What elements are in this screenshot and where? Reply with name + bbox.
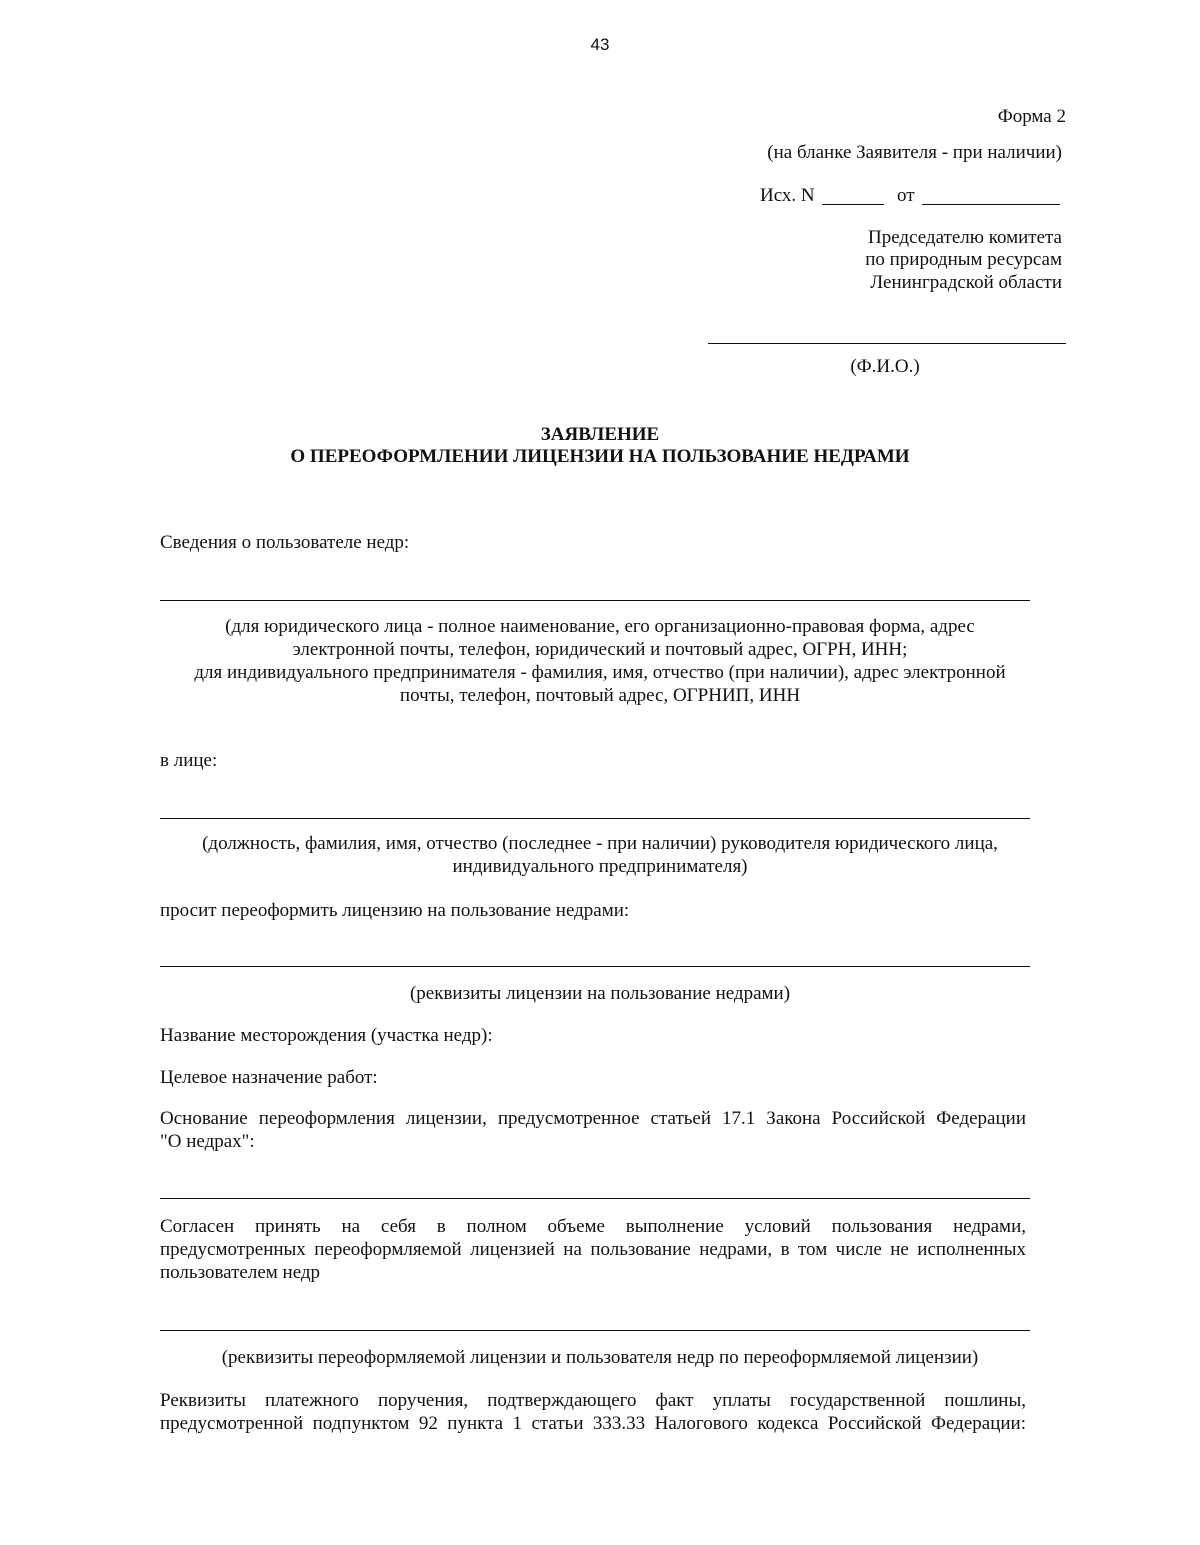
fio-caption: (Ф.И.О.) — [850, 356, 920, 377]
outgoing-number-label: Исх. N — [760, 185, 815, 206]
license-details-field — [160, 966, 1030, 967]
represented-by-label: в лице: — [160, 750, 218, 771]
subsoil-user-hint-3: для индивидуального предпринимателя - фамилия, имя, отчество (при наличии), адрес электронной — [194, 662, 1006, 683]
reissue-basis-line-2: "О недрах": — [160, 1131, 255, 1152]
addressee-line-3: Ленинградской области — [870, 272, 1062, 293]
license-details-hint: (реквизиты лицензии на пользование недрами) — [409, 983, 791, 1004]
subsoil-user-hint-2: электронной почты, телефон, юридический и почтовый адрес, ОГРН, ИНН; — [292, 639, 908, 660]
agreement-line-3: пользователем недр — [160, 1262, 321, 1283]
represented-by-hint-2: индивидуального предпринимателя) — [452, 856, 748, 877]
represented-by-field — [160, 818, 1030, 819]
reissue-basis-field — [160, 1198, 1030, 1199]
subsoil-user-hint-4: почты, телефон, почтовый адрес, ОГРНИП, ИНН — [399, 685, 801, 706]
addressee-fio-field — [708, 343, 1066, 344]
agreement-line-1: Согласен принять на себя в полном объеме выполнение условий пользования недрами, — [160, 1216, 1026, 1237]
reissued-license-field — [160, 1330, 1030, 1331]
represented-by-hint-1: (должность, фамилия, имя, отчество (последнее - при наличии) руководителя юридического лица, — [202, 833, 998, 854]
work-purpose-label: Целевое назначение работ: — [160, 1067, 378, 1088]
document-subtitle: О ПЕРЕОФОРМЛЕНИИ ЛИЦЕНЗИИ НА ПОЛЬЗОВАНИЕ НЕДРАМИ — [290, 446, 910, 467]
reissued-license-hint: (реквизиты переоформляемой лицензии и пользователя недр по переоформляемой лицензии) — [221, 1347, 979, 1368]
letterhead-note: (на бланке Заявителя - при наличии) — [767, 142, 1062, 163]
payment-line-2: предусмотренной подпунктом 92 пункта 1 статьи 333.33 Налогового кодекса Российской Федерации: — [160, 1413, 1026, 1434]
page-number: 43 — [590, 35, 610, 54]
outgoing-date-label: от — [897, 185, 915, 206]
document-title: ЗАЯВЛЕНИЕ — [540, 424, 660, 445]
deposit-name-label: Название месторождения (участка недр): — [160, 1025, 493, 1046]
request-label: просит переоформить лицензию на пользование недрами: — [160, 900, 630, 921]
payment-line-1: Реквизиты платежного поручения, подтверждающего факт уплаты государственной пошлины, — [160, 1390, 1026, 1411]
form-label: Форма 2 — [997, 106, 1066, 127]
subsoil-user-field — [160, 600, 1030, 601]
outgoing-date-field — [922, 204, 1060, 205]
agreement-line-2: предусмотренных переоформляемой лицензией на пользование недрами, в том числе не исполненных — [160, 1239, 1026, 1260]
subsoil-user-label: Сведения о пользователе недр: — [160, 532, 410, 553]
addressee-line-2: по природным ресурсам — [865, 249, 1062, 270]
subsoil-user-hint-1: (для юридического лица - полное наименование, его организационно-правовая форма, адрес — [225, 616, 975, 637]
reissue-basis-line-1: Основание переоформления лицензии, предусмотренное статьей 17.1 Закона Российской Федерации — [160, 1108, 1026, 1129]
addressee-line-1: Председателю комитета — [868, 227, 1062, 248]
outgoing-number-field — [822, 204, 884, 205]
